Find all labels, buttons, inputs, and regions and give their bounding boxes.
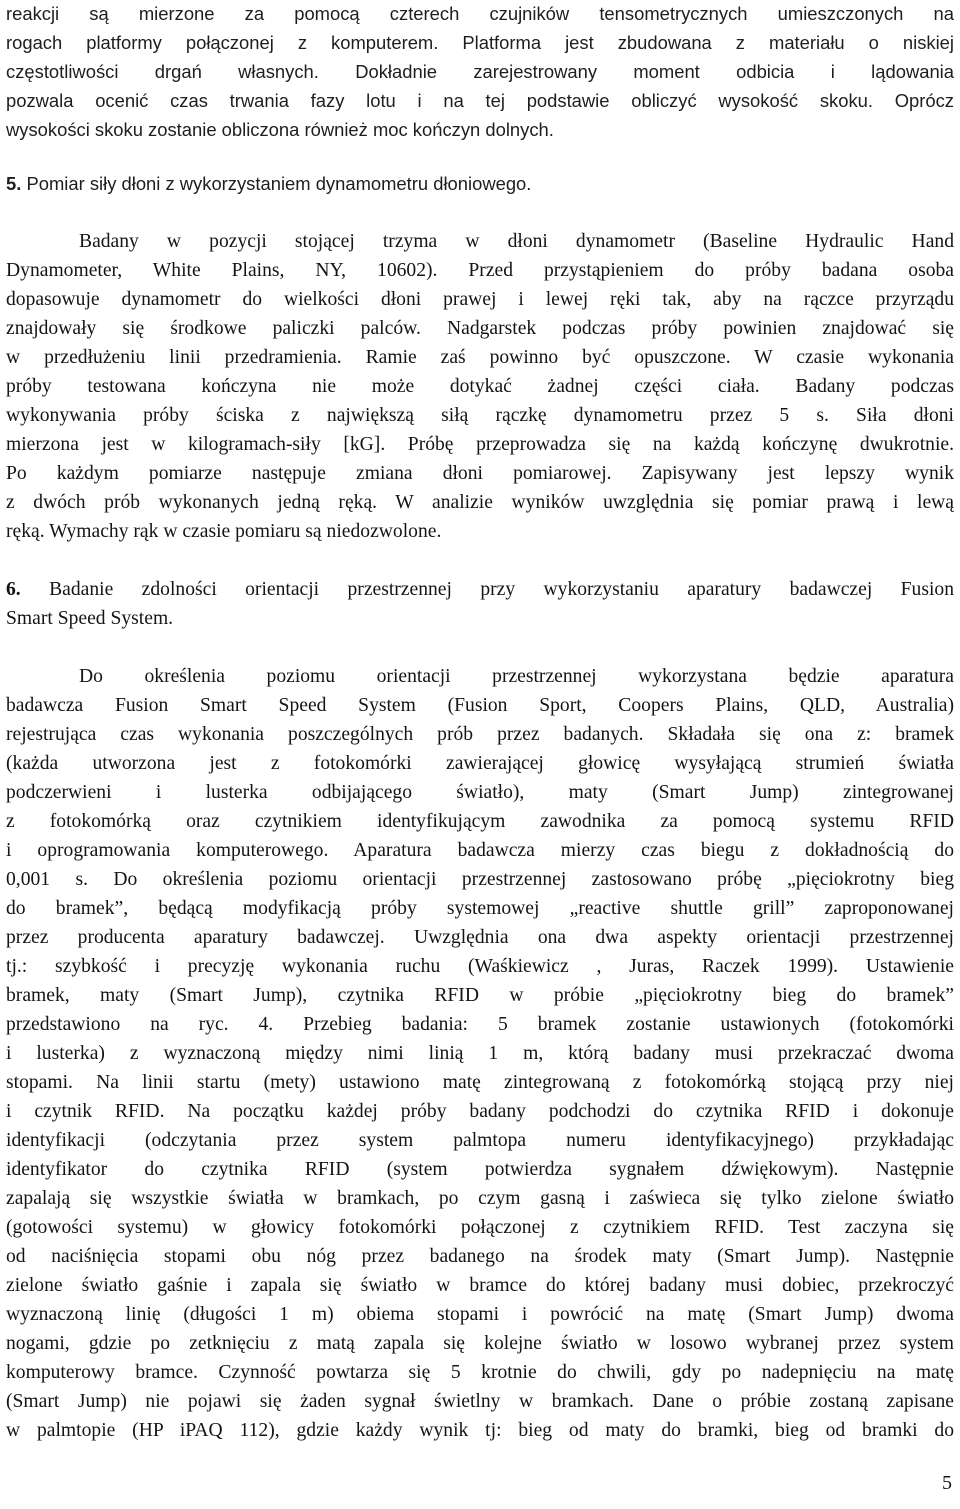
section-6-title: Badanie zdolności orientacji przestrzennej przy wykorzystaniu aparatury badawczej Fusion — [49, 579, 955, 600]
section-6-number: 6. — [6, 579, 21, 600]
section-6-line: (gotowości systemu) w głowicy fotokomórki połączonej z czytnikiem RFID. Test zaczyna się — [6, 1217, 954, 1238]
section-5-line: w przedłużeniu linii przedramienia. Ramie zaś powinno być opuszczone. W czasie wykonania — [6, 347, 954, 368]
section-6-line: podczerwieni i lusterka odbijającego światło), maty (Smart Jump) zintegrowanej — [6, 782, 954, 803]
section-6-line: w palmtopie (HP iPAQ 112), gdzie każdy wynik tj: bieg od maty do bramki, bieg od bramki do — [6, 1420, 954, 1441]
section-6-line: (Smart Jump) nie pojawi się żaden sygnał świetlny w bramkach. Dane o próbie zostaną zapisane — [6, 1391, 954, 1412]
section-5-line: Po każdym pomiarze następuje zmiana dłoni pomiarowej. Zapisywany jest lepszy wynik — [6, 463, 954, 484]
section-6-line: i oprogramowania komputerowego. Aparatura badawcza mierzy czas biegu z dokładnością do — [6, 840, 954, 861]
section-5-line: dopasowuje dynamometr do wielkości dłoni prawej i lewej ręki tak, aby na rączce przyrządu — [6, 289, 954, 310]
section-5-number: 5. — [6, 173, 22, 194]
section-6-line: tj.: szybkość i precyzję wykonania ruchu (Waśkiewicz , Juras, Raczek 1999). Ustawienie — [6, 956, 954, 977]
section-6-line: identyfikator do czytnika RFID (system potwierdza sygnałem dźwiękowym). Następnie — [6, 1159, 954, 1180]
section-5-line: z dwóch prób wykonanych jedną ręką. W analizie wyników uwzględnia się pomiar prawą i lewą — [6, 492, 954, 513]
intro-line: rogach platformy połączonej z komputerem. Platforma jest zbudowana z materiału o niskiej — [6, 32, 954, 53]
intro-line: reakcji są mierzone za pomocą czterech czujników tensometrycznych umieszczonych na — [6, 3, 954, 24]
section-6-line: rejestrująca czas wykonania poszczególnych prób przez badanych. Składała się ona z: bramek — [6, 724, 954, 745]
section-5-line: Badany w pozycji stojącej trzyma w dłoni dynamometr (Baseline Hydraulic Hand — [79, 231, 954, 252]
section-5-title: Pomiar siły dłoni z wykorzystaniem dynamometru dłoniowego. — [26, 173, 532, 194]
section-5-line: próby testowana kończyna nie może dotykać żadnej części ciała. Badany podczas — [6, 376, 954, 397]
section-6-line: i czytnik RFID. Na początku każdej próby badany podchodzi do czytnika RFID i dokonuje — [6, 1101, 954, 1122]
section-6-line: bramek, maty (Smart Jump), czytnika RFID w próbie „pięciokrotny bieg do bramek” — [6, 985, 954, 1006]
section-6-heading — [6, 576, 954, 604]
section-6-line: komputerowy bramce. Czynność powtarza się 5 krotnie do chwili, gdy po nadepnięciu na matę — [6, 1362, 954, 1383]
section-6-heading-cont: Smart Speed System. — [6, 608, 174, 629]
section-6-line: do bramek”, będącą modyfikacją próby systemowej „reactive shuttle grill” zaproponowanej — [6, 898, 954, 919]
section-6-line: zapalają się wszystkie światła w bramkach, po czym gasną i zaświeca się tylko zielone światło — [6, 1188, 954, 1209]
section-6-line: przedstawiono na ryc. 4. Przebieg badania: 5 bramek zostanie ustawionych (fotokomórki — [6, 1014, 954, 1035]
section-6-line: badawcza Fusion Smart Speed System (Fusion Sport, Coopers Plains, QLD, Australia) — [6, 695, 954, 716]
section-6-line: wyznaczoną linię (długości 1 m) obiema stopami i powrócić na matę (Smart Jump) dwoma — [6, 1304, 954, 1325]
section-6-line: nogami, gdzie po zetknięciu z matą zapala się kolejne światło w losowo wybranej przez system — [6, 1333, 954, 1354]
section-5-line: znajdowały się środkowe paliczki palców. Nadgarstek podczas próby powinien znajdować się — [6, 318, 954, 339]
page-number: 5 — [942, 1472, 952, 1494]
section-6-line: z fotokomórką oraz czytnikiem identyfikującym zawodnika za pomocą systemu RFID — [6, 811, 954, 832]
section-6-line: zielone światło gaśnie i zapala się światło w bramce do której badany musi dobiec, przekroczyć — [6, 1275, 954, 1296]
section-5-line: Dynamometer, White Plains, NY, 10602). Przed przystąpieniem do próby badana osoba — [6, 260, 954, 281]
intro-line: częstotliwości drgań własnych. Dokładnie zarejestrowany moment odbicia i lądowania — [6, 61, 954, 82]
intro-line: pozwala ocenić czas trwania fazy lotu i na tej podstawie obliczyć wysokość skoku. Oprócz — [6, 90, 954, 111]
section-6-line: stopami. Na linii startu (mety) ustawiono matę zintegrowaną z fotokomórką stojącą przy niej — [6, 1072, 954, 1093]
section-6-line: identyfikacji (odczytania przez system palmtopa numeru identyfikacyjnego) przykładając — [6, 1130, 954, 1151]
section-6-line: Do określenia poziomu orientacji przestrzennej wykorzystana będzie aparatura — [79, 666, 954, 687]
intro-line: wysokości skoku zostanie obliczona również moc kończyn dolnych. — [6, 119, 554, 140]
section-5-line: mierzona jest w kilogramach-siły [kG]. Próbę przeprowadza się na każdą kończynę dwukrotnie. — [6, 434, 954, 455]
section-6-line: 0,001 s. Do określenia poziomu orientacji przestrzennej zastosowano próbę „pięciokrotny bieg — [6, 869, 954, 890]
section-6-line: od naciśnięcia stopami obu nóg przez badanego na środek maty (Smart Jump). Następnie — [6, 1246, 954, 1267]
section-6-line: przez producenta aparatury badawczej. Uwzględnia ona dwa aspekty orientacji przestrzennej — [6, 927, 954, 948]
section-5-line: ręką. Wymachy rąk w czasie pomiaru są niedozwolone. — [6, 521, 442, 542]
section-6-line: i lusterka) z wyznaczoną między nimi linią 1 m, którą badany musi przekraczać dwoma — [6, 1043, 954, 1064]
section-5-line: wykonywania próby ściska z największą siłą rączkę dynamometru przez 5 s. Siła dłoni — [6, 405, 954, 426]
section-5-heading — [6, 170, 954, 198]
section-6-line: (każda utworzona jest z fotokomórki zawierającej głowicę wysyłającą strumień światła — [6, 753, 954, 774]
